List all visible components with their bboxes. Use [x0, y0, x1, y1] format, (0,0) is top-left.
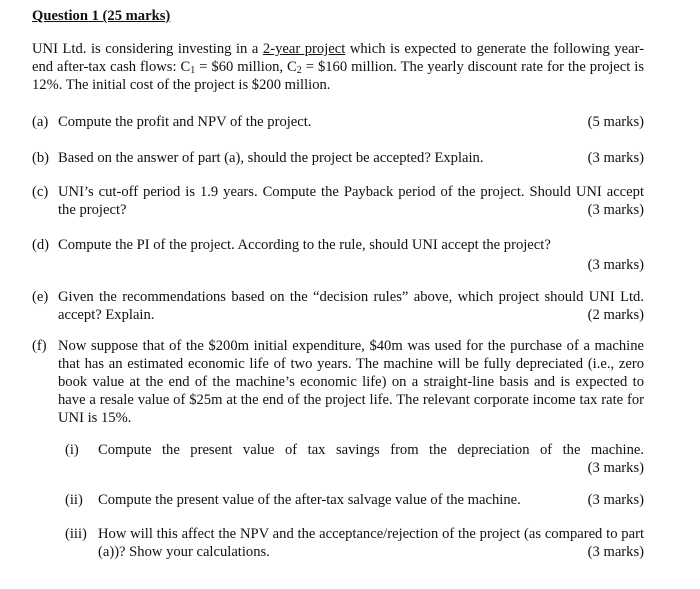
- question-intro: UNI Ltd. is considering investing in a 2-year project which is expected to generate the following year-end after-tax cash flows: $C_1$ = $60 million, $C_2$ = $160 million. The yearly discount rate for the project is 12%. The initial cost of the project is $200 million.: [32, 41, 645, 93]
- part-e-marks: (2 marks): [587, 307, 644, 323]
- subpart-iii-label: (iii): [65, 526, 87, 542]
- subpart-i-label: (i): [65, 442, 79, 458]
- subpart-ii-label: (ii): [65, 492, 83, 508]
- part-c-text: UNI’s cut-off period is 1.9 years. Compute the Payback period of the project. Should UNI accept the project?: [58, 184, 644, 218]
- part-b-text: Based on the answer of part (a), should the project be accepted? Explain.: [58, 150, 484, 166]
- part-b-label: (b): [32, 150, 50, 166]
- subpart-iii-marks: (3 marks): [587, 544, 644, 560]
- part-e: [32, 288, 644, 324]
- part-d-text: Compute the PI of the project. According to the rule, should UNI accept the project?: [58, 237, 551, 253]
- subpart-ii-text: Compute the present value of the after-tax salvage value of the machine.: [98, 492, 521, 508]
- part-a-label: (a): [32, 114, 49, 130]
- part-d-marks: (3 marks): [587, 257, 644, 273]
- part-f-text: Now suppose that of the $200m initial expenditure, $40m was used for the purchase of a machine that has an estimated economic life of two years. The machine will be fully depreciated (i.e., zero book value at the end of the machine’s economic life) on a straight-line basis and is expected to have a resale value of $25m at the end of the project life. The relevant corporate income tax rate for UNI is 15%.: [58, 338, 644, 426]
- part-a: [32, 113, 644, 131]
- part-f-label: (f): [32, 338, 47, 354]
- part-b: [32, 149, 644, 167]
- part-e-text: Given the recommendations based on the “decision rules” above, which project should UNI Ltd. accept? Explain.: [58, 289, 644, 323]
- part-b-marks: (3 marks): [587, 150, 644, 166]
- part-c: [32, 183, 644, 218]
- subpart-i-marks: (3 marks): [587, 460, 644, 476]
- part-a-marks: (5 marks): [587, 114, 644, 130]
- subpart-iii-text: How will this affect the NPV and the acceptance/rejection of the project (as compared to part (a))? Show your calculations.: [98, 526, 644, 560]
- subpart-ii: [65, 491, 644, 509]
- subpart-i-text: Compute the present value of tax savings from the depreciation of the machine.: [98, 442, 644, 458]
- question-title: Question 1 (25 marks): [32, 8, 171, 24]
- part-d-label: (d): [32, 237, 50, 253]
- subpart-i: [65, 441, 644, 477]
- subpart-iii: [65, 525, 644, 561]
- part-f: [32, 337, 644, 427]
- part-e-label: (e): [32, 289, 49, 305]
- part-a-text: Compute the profit and NPV of the project.: [58, 114, 312, 130]
- part-d: [32, 236, 644, 274]
- two-year-project-underlined: 2-year project: [262, 41, 346, 57]
- part-c-marks: (3 marks): [587, 202, 644, 218]
- subpart-ii-marks: (3 marks): [587, 492, 644, 508]
- part-c-label: (c): [32, 184, 49, 200]
